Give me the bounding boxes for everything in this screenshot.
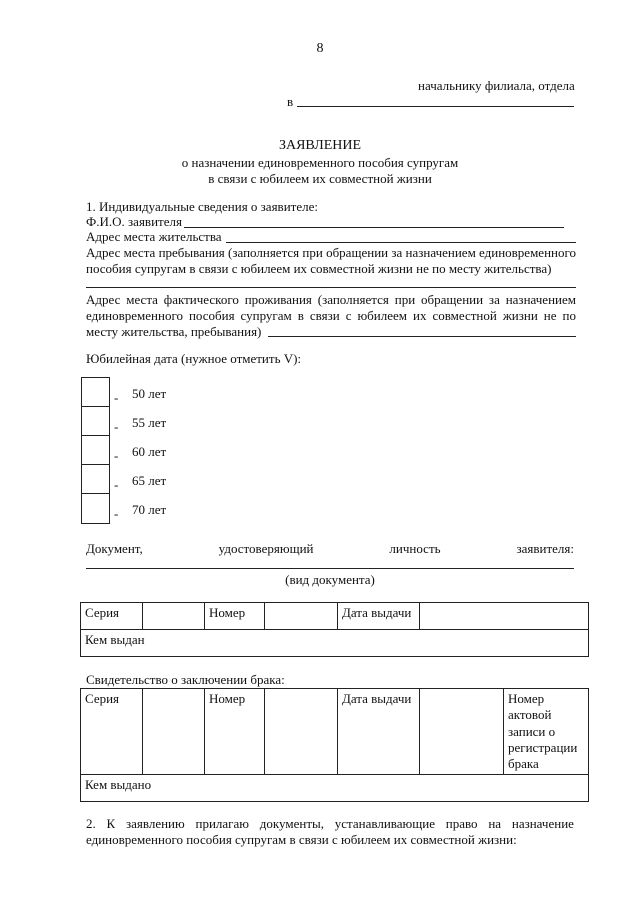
dash-65: -: [114, 477, 119, 492]
checkbox-65[interactable]: [81, 464, 110, 494]
doc-issued-by-label: Кем выдан: [85, 632, 145, 647]
stay-address-line-2: пособия супругам в связи с юбилеем их совместной жизни не по месту жительства): [86, 261, 552, 276]
document-word-3: личность: [389, 541, 441, 556]
option-55-label: 55 лет: [132, 415, 167, 430]
residence-label: Адрес места жительства: [86, 229, 222, 244]
doc-issued-by-cell[interactable]: [81, 630, 589, 657]
addressee-label: начальнику филиала, отдела: [418, 78, 575, 93]
doc-issue-date-cell[interactable]: [420, 603, 589, 630]
title-line-2: в связи с юбилеем их совместной жизни: [208, 171, 432, 186]
marriage-issued-by-cell[interactable]: [81, 775, 589, 802]
stay-address-field-line[interactable]: [86, 287, 576, 288]
marriage-record-label: [504, 689, 589, 775]
option-65-label: 65 лет: [132, 473, 167, 488]
option-50-label: 50 лет: [132, 386, 167, 401]
dash-50: -: [114, 390, 119, 405]
section2-line-1: [86, 817, 574, 830]
doc-number-label: Номер: [205, 603, 265, 630]
option-60-label: 60 лет: [132, 444, 167, 459]
document-table: [80, 602, 589, 657]
section2-line-2: единовременного пособия супругам в связи с юбилеем их совместной жизни:: [86, 832, 517, 847]
section2-word-5: документы,: [259, 816, 324, 831]
title-main: ЗАЯВЛЕНИЕ: [278, 138, 362, 153]
dash-60: -: [114, 448, 119, 463]
marriage-series-label: Серия: [81, 689, 143, 775]
section2-word-1: 2.: [86, 816, 96, 831]
actual-address-line-3: месту жительства, пребывания): [86, 324, 262, 339]
stay-address-line-1: Адрес места пребывания (заполняется при обращении за назначением единовременного: [86, 245, 577, 260]
section2-word-4: прилагаю: [195, 816, 250, 831]
checkbox-60[interactable]: [81, 435, 110, 465]
marriage-table: [80, 688, 589, 802]
document-type-caption: (вид документа): [285, 572, 375, 587]
marriage-issue-date-cell[interactable]: [420, 689, 504, 775]
actual-address-line-2: единовременного пособия супругам в связи с юбилеем их совместной жизни не по: [86, 308, 576, 323]
fio-label: Ф.И.О. заявителя: [86, 214, 182, 229]
document-heading: [86, 542, 574, 555]
marriage-issue-date-label: Дата выдачи: [338, 689, 420, 775]
page-number: 8: [316, 41, 324, 56]
marriage-number-cell[interactable]: [265, 689, 338, 775]
marriage-heading: Свидетельство о заключении брака:: [86, 672, 285, 687]
document-word-2: удостоверяющий: [218, 541, 314, 556]
doc-series-label: Серия: [81, 603, 143, 630]
section2-word-8: на: [488, 816, 502, 831]
marriage-series-cell[interactable]: [143, 689, 205, 775]
dash-55: -: [114, 419, 119, 434]
in-prefix: в: [287, 94, 294, 109]
checkbox-70[interactable]: [81, 493, 110, 524]
section2-word-7: право: [445, 816, 478, 831]
document-word-4: заявителя:: [516, 541, 574, 556]
dash-70: -: [114, 506, 119, 521]
marriage-record-line-1: Номер: [508, 691, 545, 706]
marriage-record-line-2: актовой: [508, 707, 552, 723]
marriage-record-line-4: регистрации: [508, 739, 578, 755]
anniversary-label: Юбилейная дата (нужное отметить V):: [86, 351, 302, 366]
section2-word-6: устанавливающие: [334, 816, 435, 831]
checkbox-55[interactable]: [81, 406, 110, 436]
document-type-field-line[interactable]: [86, 568, 574, 569]
section1-heading: 1. Индивидуальные сведения о заявителе:: [86, 199, 318, 214]
marriage-record-line-3: записи о: [508, 723, 556, 739]
actual-address-line-1: Адрес места фактического проживания (заполняется при обращении за назначением: [86, 292, 576, 307]
fio-field-line[interactable]: [184, 227, 564, 228]
option-70-label: 70 лет: [132, 502, 167, 517]
checkbox-50[interactable]: [81, 377, 110, 407]
document-word-1: Документ,: [86, 541, 143, 556]
marriage-number-label: Номер: [205, 689, 265, 775]
actual-address-field-line[interactable]: [268, 336, 576, 337]
section2-word-2: К: [106, 816, 116, 831]
doc-number-cell[interactable]: [265, 603, 338, 630]
doc-series-cell[interactable]: [143, 603, 205, 630]
title-line-1: о назначении единовременного пособия супругам: [181, 155, 459, 170]
doc-issue-date-label: Дата выдачи: [338, 603, 420, 630]
residence-field-line[interactable]: [226, 242, 576, 243]
section2-word-9: назначение: [511, 816, 574, 831]
addressee-field-line[interactable]: [297, 106, 574, 107]
section2-word-3: заявлению: [125, 816, 185, 831]
marriage-record-line-5: брака: [508, 756, 539, 771]
marriage-issued-by-label: Кем выдано: [85, 777, 152, 793]
